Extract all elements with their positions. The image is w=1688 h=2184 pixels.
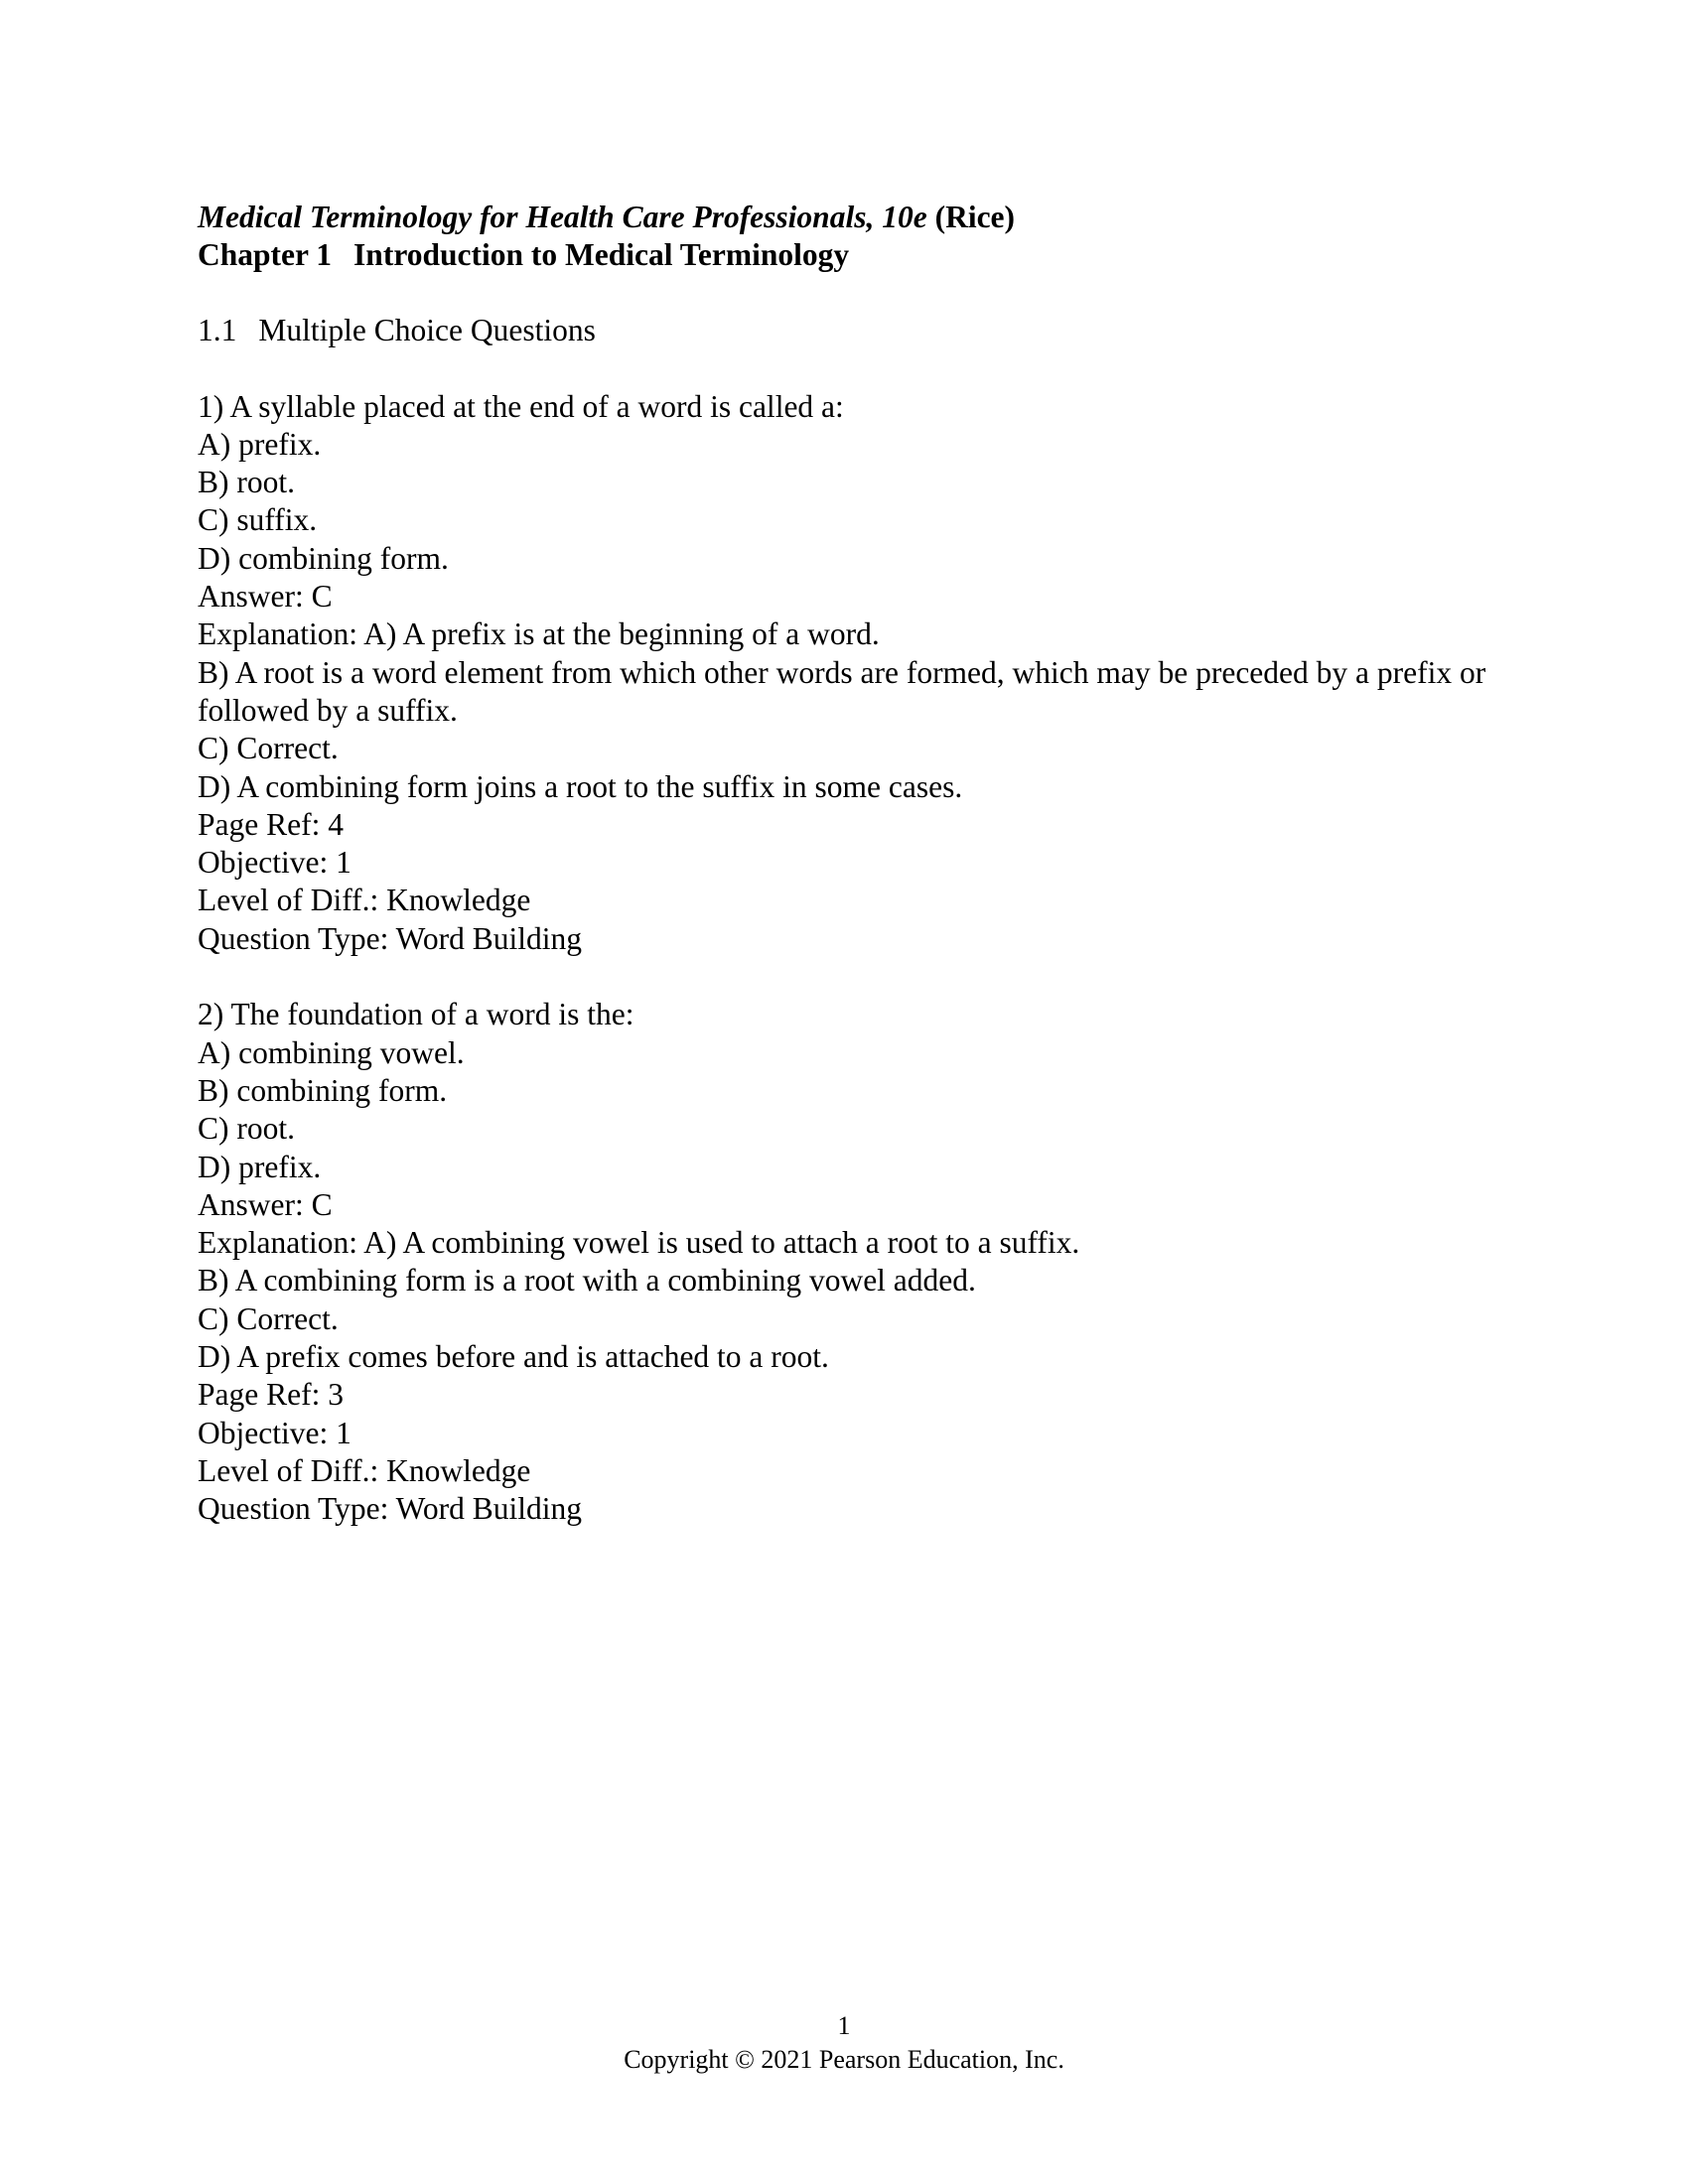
book-author: (Rice) xyxy=(934,200,1016,234)
copyright-notice: Copyright © 2021 Pearson Education, Inc. xyxy=(624,2045,1064,2074)
explanation-a: Explanation: A) A combining vowel is used to attach a root to a suffix. xyxy=(198,1225,1080,1261)
chapter-heading xyxy=(198,236,1498,274)
answer: Answer: C xyxy=(198,1186,333,1222)
option-d: D) prefix. xyxy=(198,1149,322,1184)
page-number: 1 xyxy=(837,2011,851,2040)
explanation-c: C) Correct. xyxy=(198,1300,339,1336)
book-title-line xyxy=(198,199,1498,236)
objective: Objective: 1 xyxy=(198,845,352,881)
option-a: A) prefix. xyxy=(198,426,322,462)
question-stem: 1) A syllable placed at the end of a word is called a: xyxy=(198,388,844,424)
explanation-d: D) A prefix comes before and is attached to a root. xyxy=(198,1339,829,1375)
level-of-difficulty: Level of Diff.: Knowledge xyxy=(198,1452,531,1488)
question-type: Question Type: Word Building xyxy=(198,1491,582,1527)
chapter-label: Chapter 1 xyxy=(198,237,333,272)
section-title: Multiple Choice Questions xyxy=(258,313,596,347)
objective: Objective: 1 xyxy=(198,1415,352,1450)
section-heading xyxy=(198,312,1498,349)
option-b: B) combining form. xyxy=(198,1072,448,1108)
explanation-c: C) Correct. xyxy=(198,731,339,766)
explanation-b: B) A combining form is a root with a combining vowel added. xyxy=(198,1263,976,1298)
question-stem: 2) The foundation of a word is the: xyxy=(198,997,634,1032)
explanation-a: Explanation: A) A prefix is at the beginning of a word. xyxy=(198,616,880,652)
option-a: A) combining vowel. xyxy=(198,1034,465,1070)
option-c: C) suffix. xyxy=(198,502,318,538)
explanation-b: B) A root is a word element from which other words are formed, which may be preceded by a prefix or followed by a suffix. xyxy=(198,654,1486,728)
level-of-difficulty: Level of Diff.: Knowledge xyxy=(198,883,531,918)
option-d: D) combining form. xyxy=(198,540,449,576)
explanation-d: D) A combining form joins a root to the suffix in some cases. xyxy=(198,768,963,804)
question-type: Question Type: Word Building xyxy=(198,920,582,956)
section-number: 1.1 xyxy=(198,313,237,347)
option-c: C) root. xyxy=(198,1111,295,1147)
answer: Answer: C xyxy=(198,579,333,614)
page-ref: Page Ref: 3 xyxy=(198,1377,344,1413)
chapter-title: Introduction to Medical Terminology xyxy=(353,237,850,272)
question-1 xyxy=(198,388,1498,958)
question-2 xyxy=(198,996,1498,1528)
option-b: B) root. xyxy=(198,465,295,500)
document-body xyxy=(198,199,1498,1529)
book-title: Medical Terminology for Health Care Professionals, 10e xyxy=(198,200,927,234)
page-ref: Page Ref: 4 xyxy=(198,806,344,842)
